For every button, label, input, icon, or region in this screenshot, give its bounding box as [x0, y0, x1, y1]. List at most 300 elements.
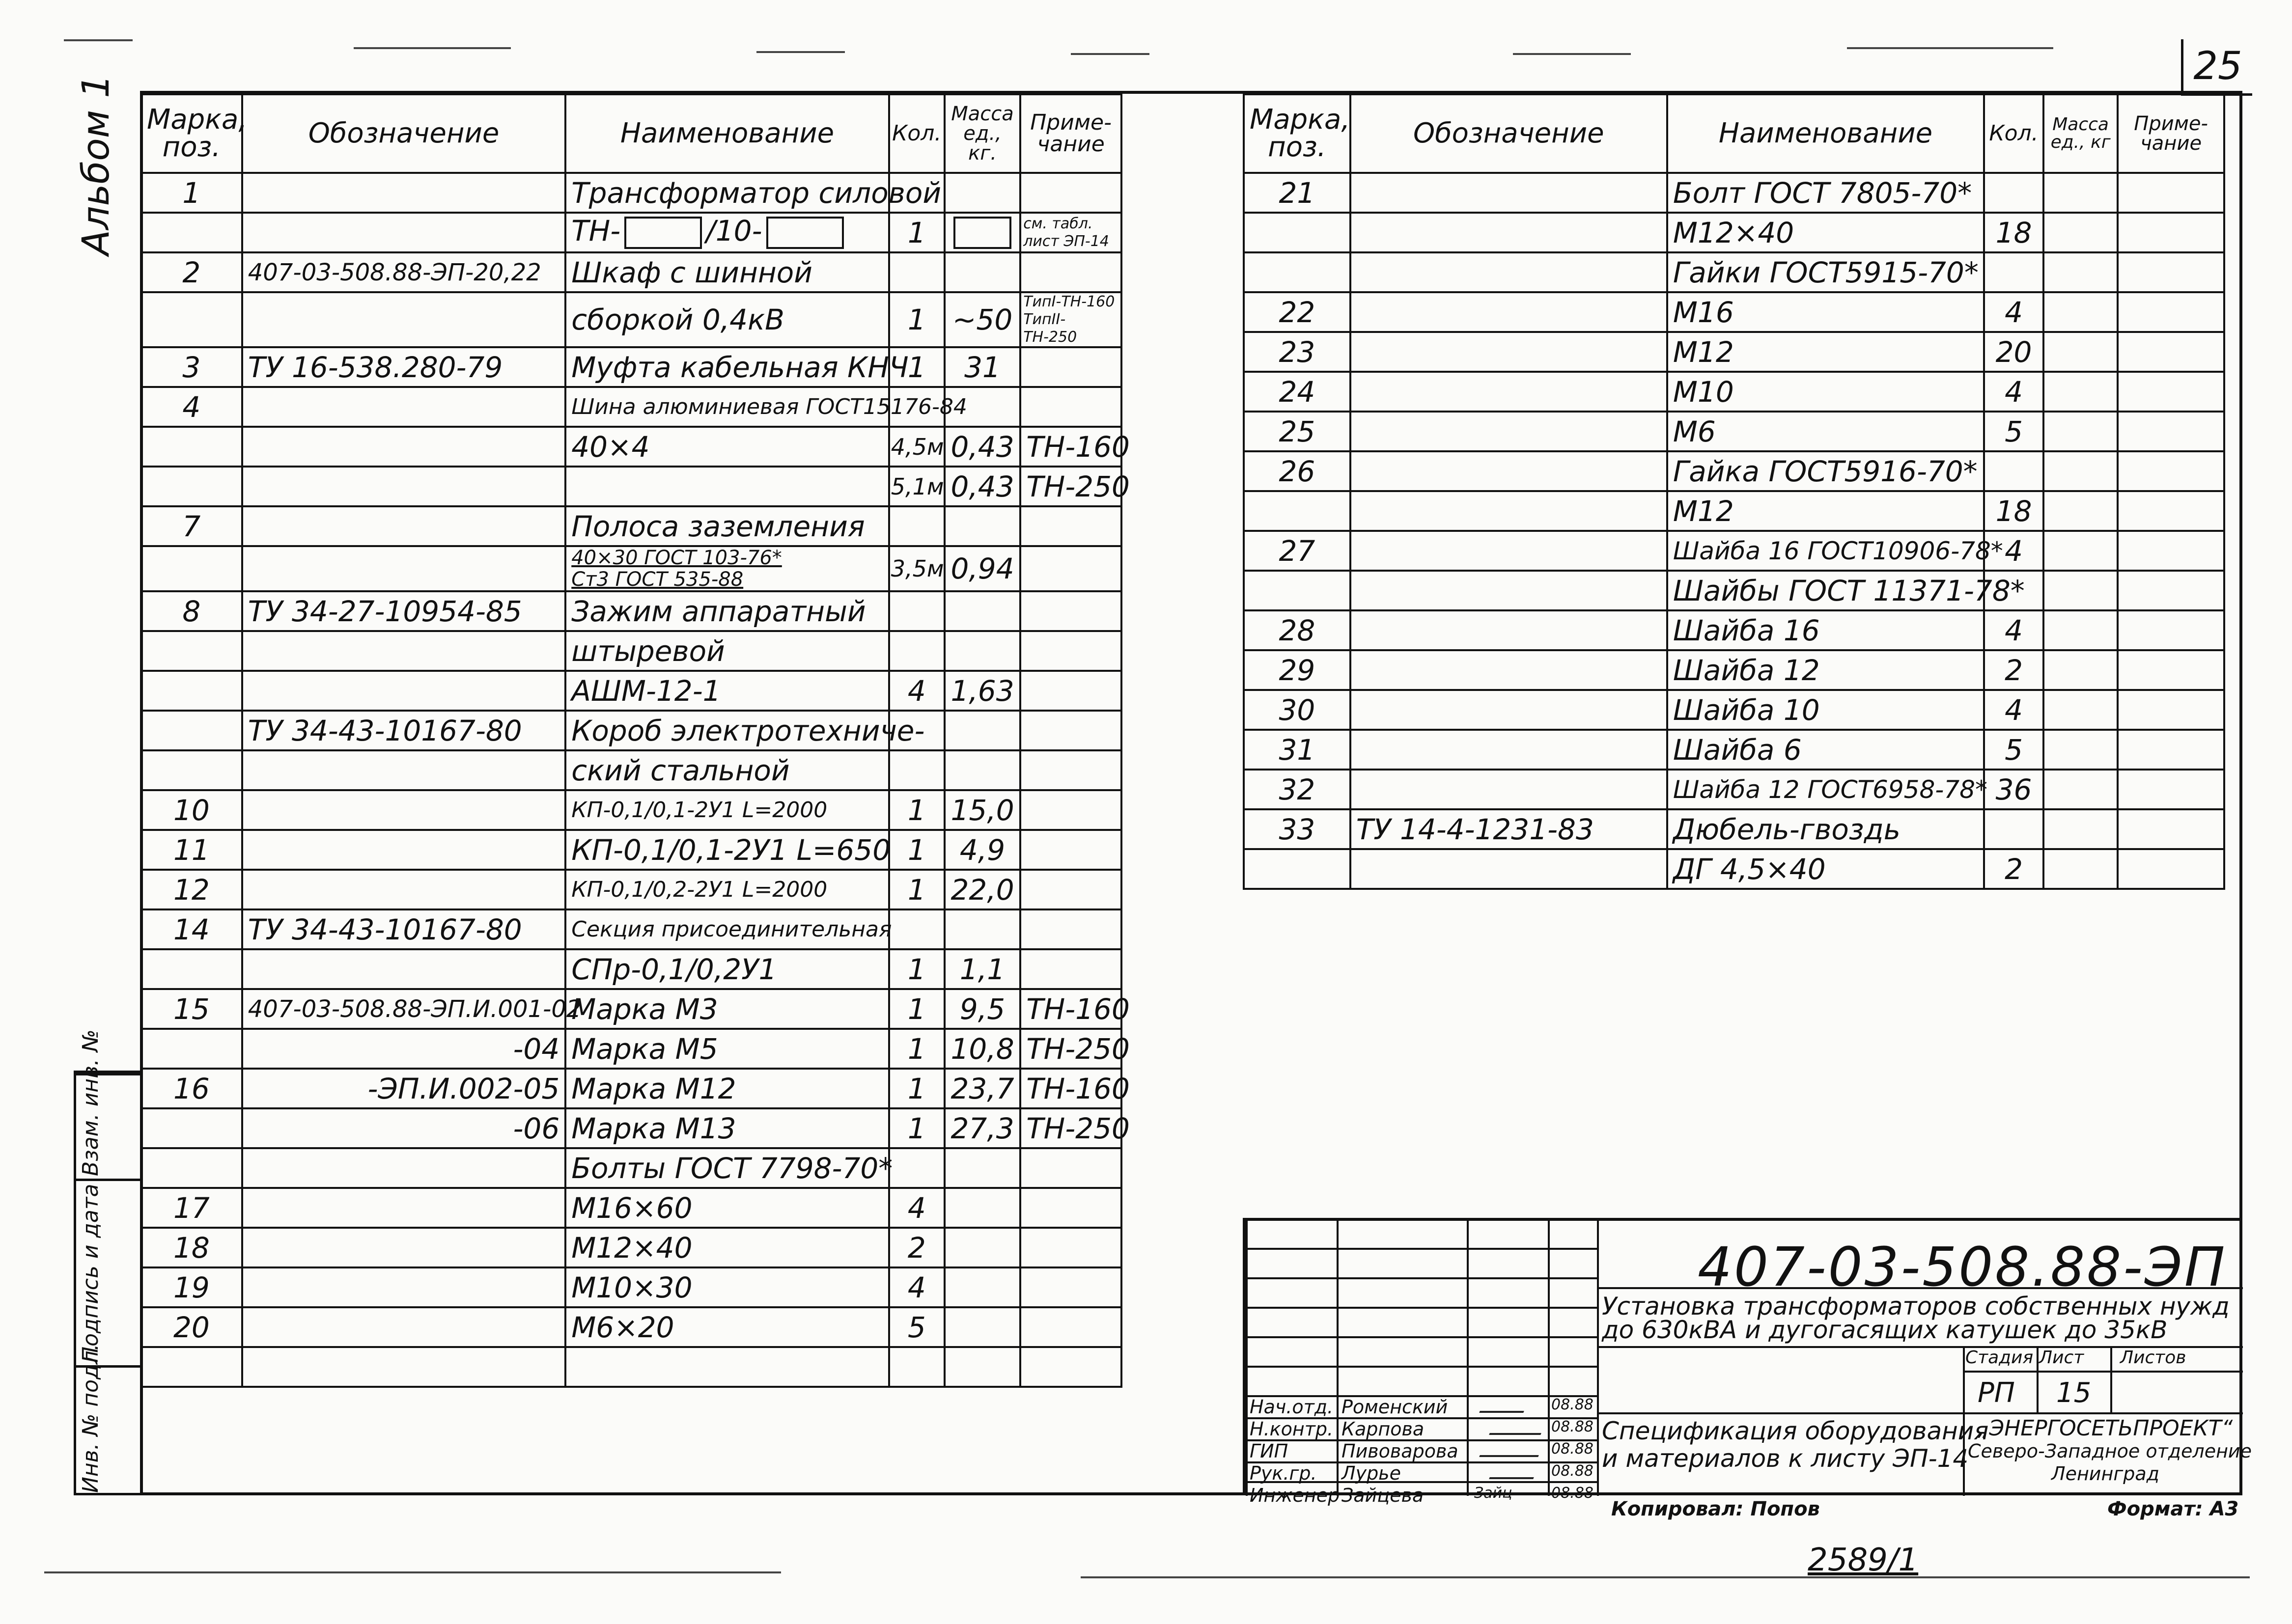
cell-name: Шайба 10 [1667, 690, 1984, 730]
cell-position: 11 [141, 830, 242, 870]
cell-note: ТН-160 [1020, 989, 1121, 1029]
staff-name: Пивоварова [1342, 1440, 1458, 1462]
cell-note: ТН-160 [1020, 427, 1121, 467]
cell-name: КП-0,1/0,2-2У1 L=2000 [565, 870, 889, 909]
sheet-value: 15 [2056, 1377, 2092, 1409]
name-line: 40×30 ГОСТ 103-76* [571, 547, 782, 569]
cell-mass [2043, 372, 2118, 412]
cell-name: Марка М5 [565, 1029, 889, 1069]
cell-designation [242, 506, 565, 546]
cell-designation [1350, 372, 1667, 412]
cell-mass: 27,3 [945, 1108, 1020, 1148]
cell-quantity: 3,5м [889, 546, 945, 591]
cell-mass [2043, 332, 2118, 372]
cell-quantity [889, 252, 945, 292]
table-row [1244, 571, 2224, 610]
cell-name: Дюбель-гвоздь [1667, 809, 1984, 849]
cell-name: Марка М12 [565, 1069, 889, 1108]
cell-note [2118, 173, 2224, 213]
cell-quantity: 1 [889, 1069, 945, 1108]
cell-mass [945, 750, 1020, 790]
cell-position: 21 [1244, 173, 1350, 213]
cell-note [1020, 830, 1121, 870]
cell-name: КП-0,1/0,1-2У1 L=650 [565, 830, 889, 870]
cell-name: Зажим аппаратный [565, 591, 889, 631]
table-row [141, 1148, 1121, 1188]
table-row [1244, 650, 2224, 690]
inventory-number: 2589/1 [1808, 1542, 1919, 1578]
staff-name: Зайцева [1342, 1485, 1424, 1506]
cell-note [2118, 531, 2224, 571]
cell-mass: 1,63 [945, 671, 1020, 711]
cell-position: 8 [141, 591, 242, 631]
cell-note [2118, 650, 2224, 690]
cell-note [2118, 610, 2224, 650]
staff-date: 08.88 [1551, 1462, 1593, 1480]
org-name: „ЭНЕРГОСЕТЬПРОЕКТ“ [1978, 1416, 2233, 1441]
table-row [141, 252, 1121, 292]
table-row [141, 1307, 1121, 1347]
cell-quantity: 1 [889, 347, 945, 387]
table-row [141, 292, 1121, 347]
table-row [1244, 491, 2224, 531]
table-row [141, 949, 1121, 989]
cell-name: Шайбы ГОСТ 11371-78* [1667, 571, 1984, 610]
cell-quantity: 2 [889, 1228, 945, 1267]
cell-position: 22 [1244, 292, 1350, 332]
cell-note [2118, 332, 2224, 372]
staff-role: Рук.гр. [1250, 1462, 1317, 1484]
cell-position: 14 [141, 909, 242, 949]
cell-note [1020, 909, 1121, 949]
cell-designation [242, 949, 565, 989]
document-title [1602, 1294, 2230, 1342]
cell-position [141, 711, 242, 750]
cell-note [1020, 1228, 1121, 1267]
cell-name: Секция присоединительная [565, 909, 889, 949]
cell-quantity: 4 [1984, 690, 2043, 730]
cell-position: 25 [1244, 412, 1350, 451]
cell-note: ТН-160 [1020, 1069, 1121, 1108]
cell-mass [2043, 809, 2118, 849]
cell-position [141, 213, 242, 252]
cell-position: 3 [141, 347, 242, 387]
table-row [141, 347, 1121, 387]
cell-designation [1350, 252, 1667, 292]
table-row [141, 1108, 1121, 1148]
cell-position [141, 1148, 242, 1188]
title-block [1243, 1218, 2252, 1506]
cell-note [2118, 849, 2224, 889]
cell-designation [242, 1267, 565, 1307]
sheet-label: Лист [2039, 1348, 2084, 1368]
album-label: Альбом 1 [74, 74, 117, 255]
cell-note [2118, 372, 2224, 412]
sheet-title-line: и материалов к листу ЭП-14 [1602, 1444, 1969, 1473]
cell-quantity: 1 [889, 1108, 945, 1148]
cell-designation: ТУ 14-4-1231-83 [1350, 809, 1667, 849]
staff-signature-text: Зайц- [1474, 1485, 1518, 1502]
cell-position: 7 [141, 506, 242, 546]
sheet-title [1602, 1417, 1988, 1472]
cell-note [2118, 451, 2224, 491]
cell-note [2118, 571, 2224, 610]
cell-quantity [889, 591, 945, 631]
cell-note: ТН-250 [1020, 1029, 1121, 1069]
cell-note [2118, 770, 2224, 809]
cell-name: М12 [1667, 491, 1984, 531]
org-city: Ленинград [2051, 1463, 2159, 1485]
cell-position: 28 [1244, 610, 1350, 650]
header-cell: Приме-чание [1020, 94, 1121, 173]
cell-quantity: 4 [889, 1188, 945, 1228]
table-row [1244, 412, 2224, 451]
blank-box [953, 217, 1011, 249]
cell-quantity: 18 [1984, 213, 2043, 252]
cell-note [1020, 387, 1121, 427]
header-cell: Обозначение [242, 94, 565, 173]
table-row [141, 427, 1121, 467]
cell-position: 27 [1244, 531, 1350, 571]
top-mark [1071, 53, 1149, 55]
header-cell: Кол. [889, 94, 945, 173]
cell-mass [2043, 531, 2118, 571]
cell-position: 1 [141, 173, 242, 213]
cell-position [141, 546, 242, 591]
cell-name: М16×60 [565, 1188, 889, 1228]
copyist-note: Копировал: Попов [1611, 1498, 1820, 1520]
signature-mark [1479, 1400, 1528, 1413]
cell-quantity [1984, 173, 2043, 213]
cell-mass [2043, 173, 2118, 213]
cell-name: сборкой 0,4кВ [565, 292, 889, 347]
cell-designation: ТУ 16-538.280-79 [242, 347, 565, 387]
cell-position [141, 1347, 242, 1387]
table-row [141, 631, 1121, 671]
cell-position: 10 [141, 790, 242, 830]
cell-note [1020, 1188, 1121, 1228]
cell-quantity: 20 [1984, 332, 2043, 372]
top-mark [756, 51, 845, 53]
staff-role: ГИП [1250, 1440, 1288, 1462]
cell-name: штыревой [565, 631, 889, 671]
cell-mass: 9,5 [945, 989, 1020, 1029]
table-row [1244, 770, 2224, 809]
cell-name: М10×30 [565, 1267, 889, 1307]
document-title-line: до 630кВА и дугогасящих катушек до 35кВ [1602, 1316, 2168, 1344]
cell-note [1020, 631, 1121, 671]
cell-note [1020, 1148, 1121, 1188]
table-row [1244, 292, 2224, 332]
cell-mass [945, 506, 1020, 546]
cell-designation [242, 750, 565, 790]
cell-mass: 23,7 [945, 1069, 1020, 1108]
table-row [1244, 809, 2224, 849]
cell-designation: -ЭП.И.002-05 [242, 1069, 565, 1108]
header-cell: Приме-чание [2118, 94, 2224, 173]
cell-designation [242, 1228, 565, 1267]
cell-position: 2 [141, 252, 242, 292]
cell-designation [242, 1307, 565, 1347]
cell-designation: ТУ 34-43-10167-80 [242, 909, 565, 949]
cell-designation [242, 870, 565, 909]
header-cell: Масса ед., кг. [945, 94, 1020, 173]
cell-quantity: 4 [889, 1267, 945, 1307]
cell-name [565, 546, 889, 591]
table-row [141, 173, 1121, 213]
side-stamp-cell [76, 1179, 140, 1368]
format-note: Формат: А3 [2107, 1498, 2239, 1520]
cell-designation: -04 [242, 1029, 565, 1069]
cell-note [1020, 1267, 1121, 1307]
staff-date: 08.88 [1551, 1418, 1593, 1435]
table-row [141, 870, 1121, 909]
inv-number-label: Инв. № подл. [78, 1344, 103, 1493]
cell-designation [242, 830, 565, 870]
cell-mass: 1,1 [945, 949, 1020, 989]
cell-quantity: 18 [1984, 491, 2043, 531]
right-spec-table [1243, 93, 2225, 890]
cell-mass: 15,0 [945, 790, 1020, 830]
cell-note: ТипI-ТН-160 ТипII-ТН-250 [1020, 292, 1121, 347]
cell-position: 4 [141, 387, 242, 427]
cell-mass [945, 1347, 1020, 1387]
cell-name: М16 [1667, 292, 1984, 332]
cell-name: Шайба 16 [1667, 610, 1984, 650]
cell-designation [242, 631, 565, 671]
cell-name: М12 [1667, 332, 1984, 372]
cell-designation [242, 1148, 565, 1188]
cell-quantity [889, 1347, 945, 1387]
cell-position [141, 1108, 242, 1148]
cell-position: 32 [1244, 770, 1350, 809]
staff-role: Нач.отд. [1250, 1396, 1334, 1418]
staff-role: Н.контр. [1250, 1418, 1334, 1440]
cell-mass: 31 [945, 347, 1020, 387]
side-stamp-cell [76, 1344, 140, 1498]
cell-name: 40×4 [565, 427, 889, 467]
cell-mass [945, 1267, 1020, 1307]
cell-position [141, 750, 242, 790]
cell-position [141, 292, 242, 347]
cell-mass: ~50 [945, 292, 1020, 347]
table-row [141, 1347, 1121, 1387]
cell-name: Короб электротехниче- [565, 711, 889, 750]
cell-note [1020, 252, 1121, 292]
top-mark [64, 39, 133, 41]
cell-name: КП-0,1/0,1-2У1 L=2000 [565, 790, 889, 830]
cell-mass [2043, 451, 2118, 491]
cell-mass: 4,9 [945, 830, 1020, 870]
cell-quantity: 5 [1984, 412, 2043, 451]
cell-mass [2043, 292, 2118, 332]
left-spec-table [140, 93, 1130, 1388]
cell-quantity: 2 [1984, 650, 2043, 690]
signature-mark [1489, 1422, 1545, 1435]
table-row [141, 506, 1121, 546]
cell-position [1244, 849, 1350, 889]
cell-note [2118, 412, 2224, 451]
header-cell: Наименование [1667, 94, 1984, 173]
cell-designation [1350, 650, 1667, 690]
cell-note [1020, 671, 1121, 711]
cell-mass [945, 1228, 1020, 1267]
cell-name: Шайба 6 [1667, 730, 1984, 770]
table-row [141, 671, 1121, 711]
cell-name [565, 213, 889, 252]
cell-quantity: 1 [889, 1029, 945, 1069]
cell-designation [1350, 770, 1667, 809]
cell-note: см. табл. лист ЭП-14 [1020, 213, 1121, 252]
cell-note [1020, 949, 1121, 989]
cell-name: Трансформатор силовой [565, 173, 889, 213]
sheets-label: Листов [2120, 1348, 2186, 1368]
header-cell: Кол. [1984, 94, 2043, 173]
table-row [1244, 531, 2224, 571]
cell-note [1020, 347, 1121, 387]
cell-note [1020, 1307, 1121, 1347]
cell-name: Полоса заземления [565, 506, 889, 546]
header-cell: Обозначение [1350, 94, 1667, 173]
cell-designation [242, 173, 565, 213]
cell-designation [242, 387, 565, 427]
signature-mark [1479, 1444, 1542, 1457]
table-row [141, 591, 1121, 631]
cell-mass [2043, 571, 2118, 610]
cell-position: 17 [141, 1188, 242, 1228]
cell-note [1020, 750, 1121, 790]
table-row [141, 387, 1121, 427]
header-cell: Наименование [565, 94, 889, 173]
cell-name: Гайки ГОСТ5915-70* [1667, 252, 1984, 292]
header-cell: Марка, поз. [141, 94, 242, 173]
table-row [1244, 730, 2224, 770]
cell-position [141, 467, 242, 506]
cell-quantity [889, 1148, 945, 1188]
document-code: 407-03-508.88-ЭП [1698, 1236, 2227, 1298]
cell-quantity: 1 [889, 830, 945, 870]
page-number: 25 [2181, 39, 2252, 96]
cell-position [141, 949, 242, 989]
cell-designation [1350, 173, 1667, 213]
table-row [1244, 690, 2224, 730]
cell-name: Шина алюминиевая ГОСТ15176-84 [565, 387, 889, 427]
cell-position [141, 631, 242, 671]
table-row [141, 1029, 1121, 1069]
bottom-mark [44, 1571, 781, 1573]
org-branch: Северо-Западное отделение [1968, 1440, 2252, 1462]
cell-quantity: 1 [889, 292, 945, 347]
cell-position: 29 [1244, 650, 1350, 690]
table-row [141, 1267, 1121, 1307]
cell-quantity: 5 [1984, 730, 2043, 770]
cell-note [1020, 790, 1121, 830]
cell-position: 20 [141, 1307, 242, 1347]
cell-designation [1350, 730, 1667, 770]
cell-quantity: 36 [1984, 770, 2043, 809]
table-row [141, 909, 1121, 949]
sheet-title-line: Спецификация оборудования [1602, 1417, 1989, 1445]
cell-designation [1350, 412, 1667, 451]
cell-designation [1350, 292, 1667, 332]
cell-designation [242, 546, 565, 591]
cell-name: СПр-0,1/0,2У1 [565, 949, 889, 989]
table-row [141, 546, 1121, 591]
cell-name: М12×40 [565, 1228, 889, 1267]
name-prefix: ТН- [571, 214, 621, 248]
table-row [1244, 252, 2224, 292]
cell-designation [1350, 571, 1667, 610]
cell-quantity: 4 [1984, 531, 2043, 571]
cell-mass [2043, 849, 2118, 889]
cell-name: Марка М3 [565, 989, 889, 1029]
cell-quantity: 4 [889, 671, 945, 711]
cell-note [1020, 591, 1121, 631]
cell-name: М12×40 [1667, 213, 1984, 252]
cell-mass [945, 213, 1020, 252]
bottom-mark [1081, 1576, 2250, 1578]
cell-quantity [889, 631, 945, 671]
cell-mass [2043, 213, 2118, 252]
cell-mass [945, 173, 1020, 213]
cell-designation [242, 467, 565, 506]
cell-designation [1350, 213, 1667, 252]
cell-name: Болт ГОСТ 7805-70* [1667, 173, 1984, 213]
name-mid: /10- [706, 214, 762, 248]
cell-name: М10 [1667, 372, 1984, 412]
cell-designation [1350, 690, 1667, 730]
cell-note [1020, 546, 1121, 591]
signature-date-label: Подпись и дата [78, 1184, 103, 1363]
cell-name: ский стальной [565, 750, 889, 790]
cell-position: 19 [141, 1267, 242, 1307]
cell-position: 30 [1244, 690, 1350, 730]
cell-designation [1350, 491, 1667, 531]
cell-quantity [1984, 451, 2043, 491]
top-mark [1513, 53, 1631, 55]
cell-name: Шайба 12 [1667, 650, 1984, 690]
blank-box [766, 217, 844, 249]
table-row [141, 790, 1121, 830]
cell-position [1244, 213, 1350, 252]
cell-position: 16 [141, 1069, 242, 1108]
cell-quantity: 1 [889, 989, 945, 1029]
cell-designation [242, 427, 565, 467]
cell-mass [2043, 491, 2118, 531]
cell-quantity: 1 [889, 949, 945, 989]
cell-designation [1350, 531, 1667, 571]
cell-quantity: 1 [889, 790, 945, 830]
cell-designation: 407-03-508.88-ЭП.И.001-02 [242, 989, 565, 1029]
cell-quantity: 5 [889, 1307, 945, 1347]
cell-name [565, 1347, 889, 1387]
cell-position [1244, 491, 1350, 531]
table-row [1244, 213, 2224, 252]
table-row [1244, 173, 2224, 213]
table-row [141, 830, 1121, 870]
cell-mass: 0,94 [945, 546, 1020, 591]
cell-designation [1350, 610, 1667, 650]
table-header-row [1244, 94, 2224, 173]
cell-mass: 22,0 [945, 870, 1020, 909]
signature-mark [1489, 1466, 1537, 1479]
cell-designation [1350, 849, 1667, 889]
cell-position [1244, 571, 1350, 610]
cell-designation [242, 671, 565, 711]
header-cell: Марка, поз. [1244, 94, 1350, 173]
cell-name: Муфта кабельная КНЧ [565, 347, 889, 387]
table-row [141, 1069, 1121, 1108]
